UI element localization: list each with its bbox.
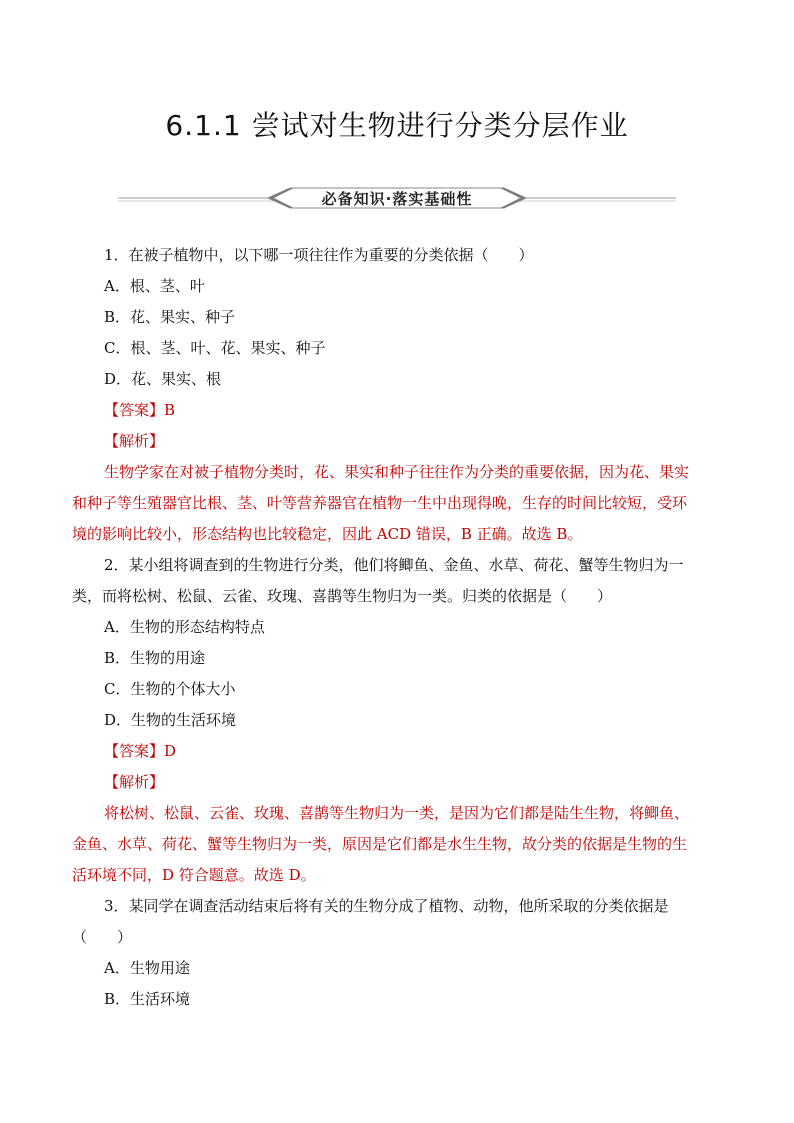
analysis-line: 生物学家在对被子植物分类时，花、果实和种子往往作为分类的重要依据，因为花、果实 [104,463,690,481]
analysis-label: 【解析】 [104,432,165,450]
question-2 [72,550,724,891]
page-title: 6.1.1 尝试对生物进行分类分层作业 [165,109,629,142]
analysis-line: 将松树、松鼠、云雀、玫瑰、喜鹊等生物归为一类，是因为它们都是陆生生物，将鲫鱼、 [104,804,690,822]
question-1 [72,240,724,550]
option-b: B．生活环境 [104,990,191,1008]
analysis-label: 【解析】 [104,773,165,791]
question-stem: 3．某同学在调查活动结束后将有关的生物分成了植物、动物，他所采取的分类依据是 [104,897,669,915]
question-stem: 1．在被子植物中，以下哪一项往往作为重要的分类依据（ ） [104,246,534,264]
option-d: D．花、果实、根 [104,370,222,388]
option-c: C．生物的个体大小 [104,680,236,698]
section-title: 必备知识·落实基础性 [321,190,473,208]
option-a: A．生物用途 [104,959,190,977]
option-b: B．花、果实、种子 [104,308,236,326]
analysis-line: 金鱼、水草、荷花、蟹等生物归为一类，原因是它们都是水生生物，故分类的依据是生物的生 [72,835,688,853]
question-stem: 2．某小组将调查到的生物进行分类，他们将鲫鱼、金鱼、水草、荷花、蟹等生物归为一 [104,556,684,574]
document-body [72,240,724,1015]
answer: 【答案】B [104,401,176,419]
option-d: D．生物的生活环境 [104,711,237,729]
analysis-line: 活环境不同，D 符合题意。故选 D。 [72,866,316,884]
question-stem-cont: 类，而将松树、松鼠、云雀、玫瑰、喜鹊等生物归为一类。归类的依据是（ ） [72,587,613,605]
question-stem-cont: （ ） [72,928,133,946]
option-a: A．生物的形态结构特点 [104,618,265,636]
analysis-line: 和种子等生殖器官比根、茎、叶等营养器官在植物一生中出现得晚，生存的时间比较短，受环 [72,494,688,512]
section-banner [118,184,676,212]
option-c: C．根、茎、叶、花、果实、种子 [104,339,326,357]
option-a: A．根、茎、叶 [104,277,205,295]
option-b: B．生物的用途 [104,649,206,667]
analysis-line: 境的影响比较小，形态结构也比较稳定，因此 ACD 错误，B 正确。故选 B。 [72,525,583,543]
answer: 【答案】D [104,742,177,760]
question-3 [72,891,724,1015]
